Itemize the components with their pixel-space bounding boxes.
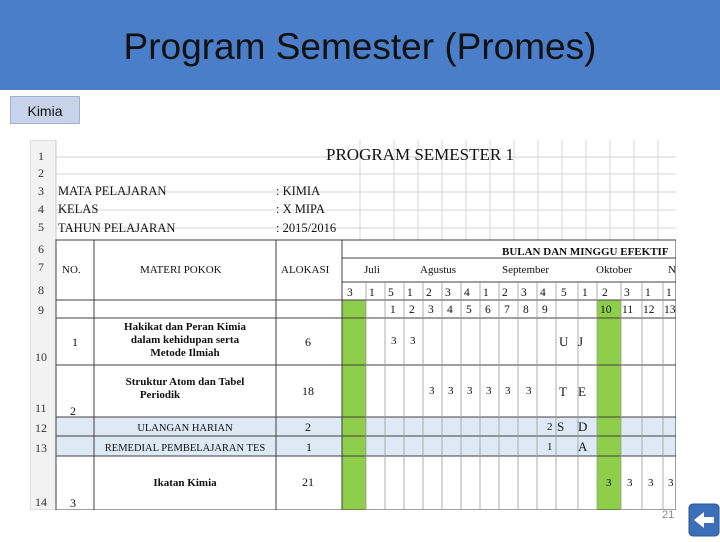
info-value: : 2015/2016 xyxy=(276,221,337,235)
row-number: 4 xyxy=(38,202,44,216)
table-row xyxy=(72,321,583,359)
week-number: 2 xyxy=(602,287,608,299)
row-materi: ULANGAN HARIAN xyxy=(137,423,233,434)
effective-week: 7 xyxy=(504,304,510,316)
table-row xyxy=(70,475,674,510)
header-alokasi: ALOKASI xyxy=(281,264,330,276)
row-number: 5 xyxy=(38,220,44,234)
row-alokasi: 21 xyxy=(302,475,314,489)
row-mark: 3 xyxy=(448,385,454,397)
week-number: 3 xyxy=(624,287,630,299)
row-materi: Ikatan Kimia xyxy=(153,477,217,489)
spreadsheet xyxy=(30,140,676,510)
week-number: 1 xyxy=(369,287,375,299)
row-number: 2 xyxy=(38,166,44,180)
svg-text:dalam kehidupan serta: dalam kehidupan serta xyxy=(130,334,240,346)
row-mark: 3 xyxy=(668,477,674,489)
effective-week: 13 xyxy=(664,304,676,316)
row-no: 3 xyxy=(70,496,76,510)
month-label: N xyxy=(668,264,676,276)
row-number: 7 xyxy=(38,260,44,274)
effective-week: 6 xyxy=(485,304,491,316)
month-label: Agustus xyxy=(420,264,457,276)
row-mark: 3 xyxy=(526,385,532,397)
slide-header xyxy=(0,0,720,90)
spreadsheet-image xyxy=(30,140,676,510)
row-code: D xyxy=(578,419,588,434)
row-code: J xyxy=(578,334,584,349)
row-code: E xyxy=(578,384,586,399)
row-number: 11 xyxy=(35,401,47,415)
week-number: 1 xyxy=(407,287,413,299)
effective-week: 9 xyxy=(542,304,548,316)
week-number: 5 xyxy=(388,287,394,299)
row-number: 14 xyxy=(35,495,47,509)
row-no: 1 xyxy=(72,335,78,349)
info-value: : KIMIA xyxy=(276,184,321,198)
row-code: U xyxy=(559,334,569,349)
green-column-1 xyxy=(342,300,366,510)
week-number: 2 xyxy=(502,287,508,299)
slide-title: Program Semester (Promes) xyxy=(123,26,597,67)
row-mark: 3 xyxy=(505,385,511,397)
row-alokasi: 2 xyxy=(305,420,311,434)
info-value: : X MIPA xyxy=(276,202,325,216)
row-mark: 3 xyxy=(648,477,654,489)
week-number: 2 xyxy=(426,287,432,299)
week-number: 4 xyxy=(464,287,470,299)
row-mark: 3 xyxy=(429,385,435,397)
subject-tag: Kimia xyxy=(10,96,80,124)
row-number: 10 xyxy=(35,350,47,364)
effective-week: 1 xyxy=(390,304,396,316)
effective-week: 4 xyxy=(447,304,453,316)
row-mark: 3 xyxy=(410,335,416,347)
week-number: 3 xyxy=(521,287,527,299)
header-bulan: BULAN DAN MINGGU EFEKTIF xyxy=(502,246,669,258)
week-number: 3 xyxy=(445,287,451,299)
effective-week: 11 xyxy=(622,304,634,316)
svg-text:Metode Ilmiah: Metode Ilmiah xyxy=(150,347,220,359)
page-number: 21 xyxy=(662,509,675,521)
header-materi: MATERI POKOK xyxy=(140,264,222,276)
svg-text:Periodik: Periodik xyxy=(139,389,181,401)
row-number: 12 xyxy=(35,421,47,435)
month-label: Oktober xyxy=(596,264,633,276)
info-label: MATA PELAJARAN xyxy=(58,184,167,198)
week-number: 1 xyxy=(666,287,672,299)
month-label: Juli xyxy=(364,264,380,276)
svg-text:Hakikat dan Peran Kimia: Hakikat dan Peran Kimia xyxy=(124,321,246,333)
info-label: TAHUN PELAJARAN xyxy=(58,221,176,235)
effective-week: 2 xyxy=(409,304,415,316)
back-arrow-icon xyxy=(688,503,720,537)
row-code: T xyxy=(559,384,567,399)
row-number: 9 xyxy=(38,303,44,317)
row-number: 1 xyxy=(38,149,44,163)
week-number: 1 xyxy=(483,287,489,299)
effective-week: 5 xyxy=(466,304,472,316)
row-alokasi: 6 xyxy=(305,335,311,349)
row-mark: 3 xyxy=(391,335,397,347)
effective-week: 3 xyxy=(428,304,434,316)
row-mark: 3 xyxy=(627,477,633,489)
row-materi: REMEDIAL PEMBELAJARAN TES xyxy=(104,443,266,454)
row-no: 2 xyxy=(70,404,76,418)
week-number: 4 xyxy=(540,287,546,299)
row-mark: 3 xyxy=(606,477,612,489)
month-label: September xyxy=(502,264,550,276)
row-mark: 1 xyxy=(547,441,553,453)
row-mark: 3 xyxy=(467,385,473,397)
effective-week: 12 xyxy=(643,304,655,316)
effective-week: 10 xyxy=(600,304,612,316)
back-button[interactable] xyxy=(688,503,720,537)
info-label: KELAS xyxy=(58,202,99,216)
doc-title: PROGRAM SEMESTER 1 xyxy=(326,145,514,164)
row-number: 8 xyxy=(38,283,44,297)
row-code: S xyxy=(557,419,565,434)
row-alokasi: 18 xyxy=(302,384,314,398)
week-number: 1 xyxy=(582,287,588,299)
table-row xyxy=(70,376,586,418)
row-number: 3 xyxy=(38,184,44,198)
row-number: 13 xyxy=(35,441,47,455)
svg-text:Struktur Atom dan Tabel: Struktur Atom dan Tabel xyxy=(125,376,245,388)
row-mark: 2 xyxy=(547,421,553,433)
row-mark: 3 xyxy=(486,385,492,397)
row-code: A xyxy=(578,439,588,454)
header-no: NO. xyxy=(62,264,81,276)
week-number: 1 xyxy=(645,287,651,299)
week-number: 5 xyxy=(561,287,567,299)
row-alokasi: 1 xyxy=(306,440,312,454)
week-number: 3 xyxy=(347,287,353,299)
effective-week: 8 xyxy=(523,304,529,316)
row-number: 6 xyxy=(38,242,44,256)
